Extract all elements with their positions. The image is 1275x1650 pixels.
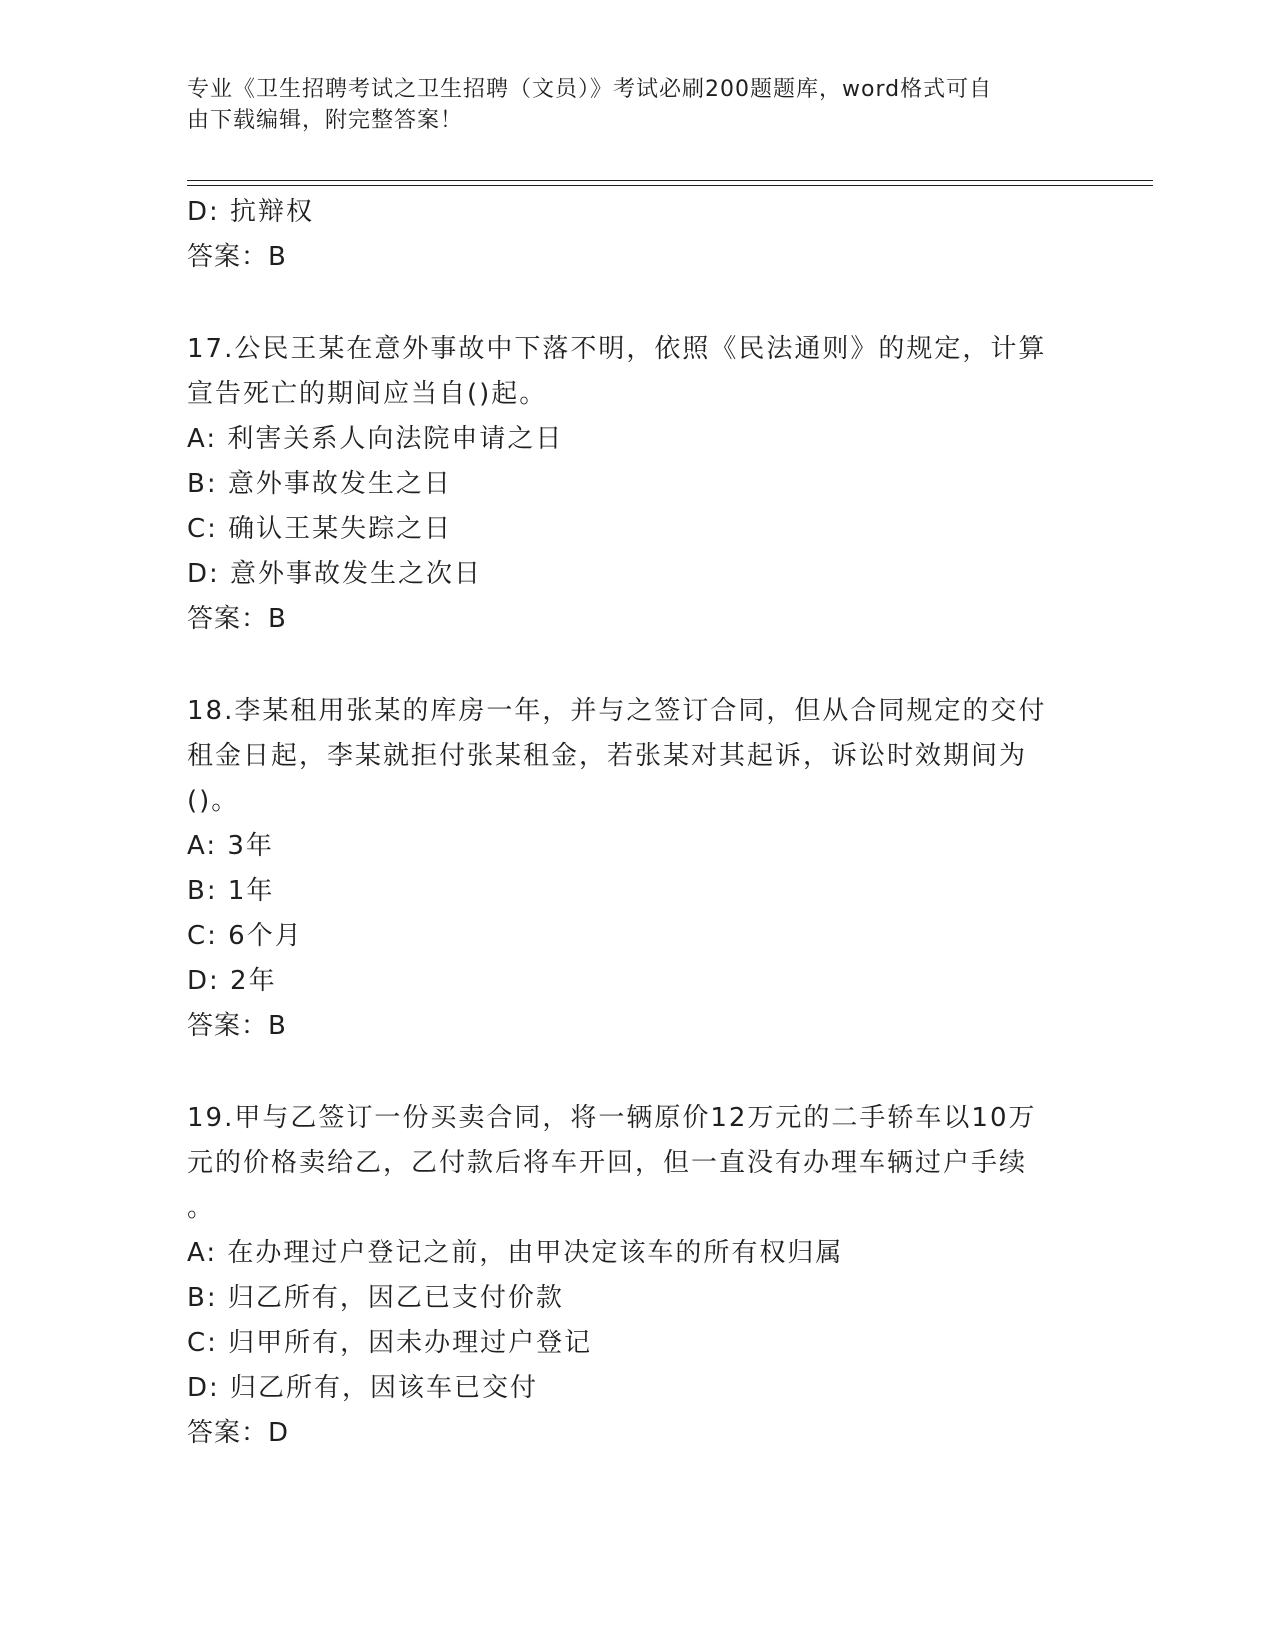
header-line-2: 由下载编辑，附完整答案！ [187, 108, 464, 133]
option-d: D: 归乙所有，因该车已交付 [187, 1373, 539, 1403]
question-17 [187, 327, 1087, 642]
option-b: B: 意外事故发生之日 [187, 469, 452, 499]
option-a: A: 在办理过户登记之前，由甲决定该车的所有权归属 [187, 1238, 844, 1268]
question-19 [187, 1096, 1087, 1456]
option-d: D: 意外事故发生之次日 [187, 559, 483, 589]
question-line: 17.公民王某在意外事故中下落不明，依照《民法通则》的规定，计算 [187, 334, 1047, 364]
option-a: A: 利害关系人向法院申请之日 [187, 424, 564, 454]
question-text [187, 1096, 1087, 1231]
header-divider-top [187, 180, 1153, 181]
option-c: C: 确认王某失踪之日 [187, 514, 453, 544]
prev-answer: 答案：B [187, 242, 287, 272]
option-b: B: 1年 [187, 876, 275, 906]
header-line-1: 专业《卫生招聘考试之卫生招聘（文员）》考试必刷200题题库，word格式可自 [187, 77, 993, 102]
header-divider-bottom [187, 185, 1153, 186]
question-list [187, 190, 1087, 1456]
option-b: B: 归乙所有，因乙已支付价款 [187, 1283, 564, 1313]
question-line: 租金日起，李某就拒付张某租金，若张某对其起诉，诉讼时效期间为 [187, 741, 1028, 771]
question-line: 。 [187, 1193, 216, 1223]
prev-option-d: D: 抗辩权 [187, 197, 315, 227]
answer: 答案：D [187, 1418, 290, 1448]
question-line: 宣告死亡的期间应当自()起。 [187, 379, 548, 409]
page-header [187, 74, 1067, 136]
option-c: C: 归甲所有，因未办理过户登记 [187, 1328, 593, 1358]
question-line: 19.甲与乙签订一份买卖合同，将一辆原价12万元的二手轿车以10万 [187, 1103, 1037, 1133]
option-d: D: 2年 [187, 966, 277, 996]
answer: 答案：B [187, 1011, 287, 1041]
question-line: 18.李某租用张某的库房一年，并与之签订合同，但从合同规定的交付 [187, 696, 1047, 726]
question-line: 元的价格卖给乙，乙付款后将车开回，但一直没有办理车辆过户手续 [187, 1148, 1028, 1178]
answer: 答案：B [187, 604, 287, 634]
question-line: ()。 [187, 786, 240, 816]
question-text [187, 327, 1087, 417]
option-a: A: 3年 [187, 831, 274, 861]
question-18 [187, 689, 1087, 1049]
option-c: C: 6个月 [187, 921, 303, 951]
question-text [187, 689, 1087, 824]
